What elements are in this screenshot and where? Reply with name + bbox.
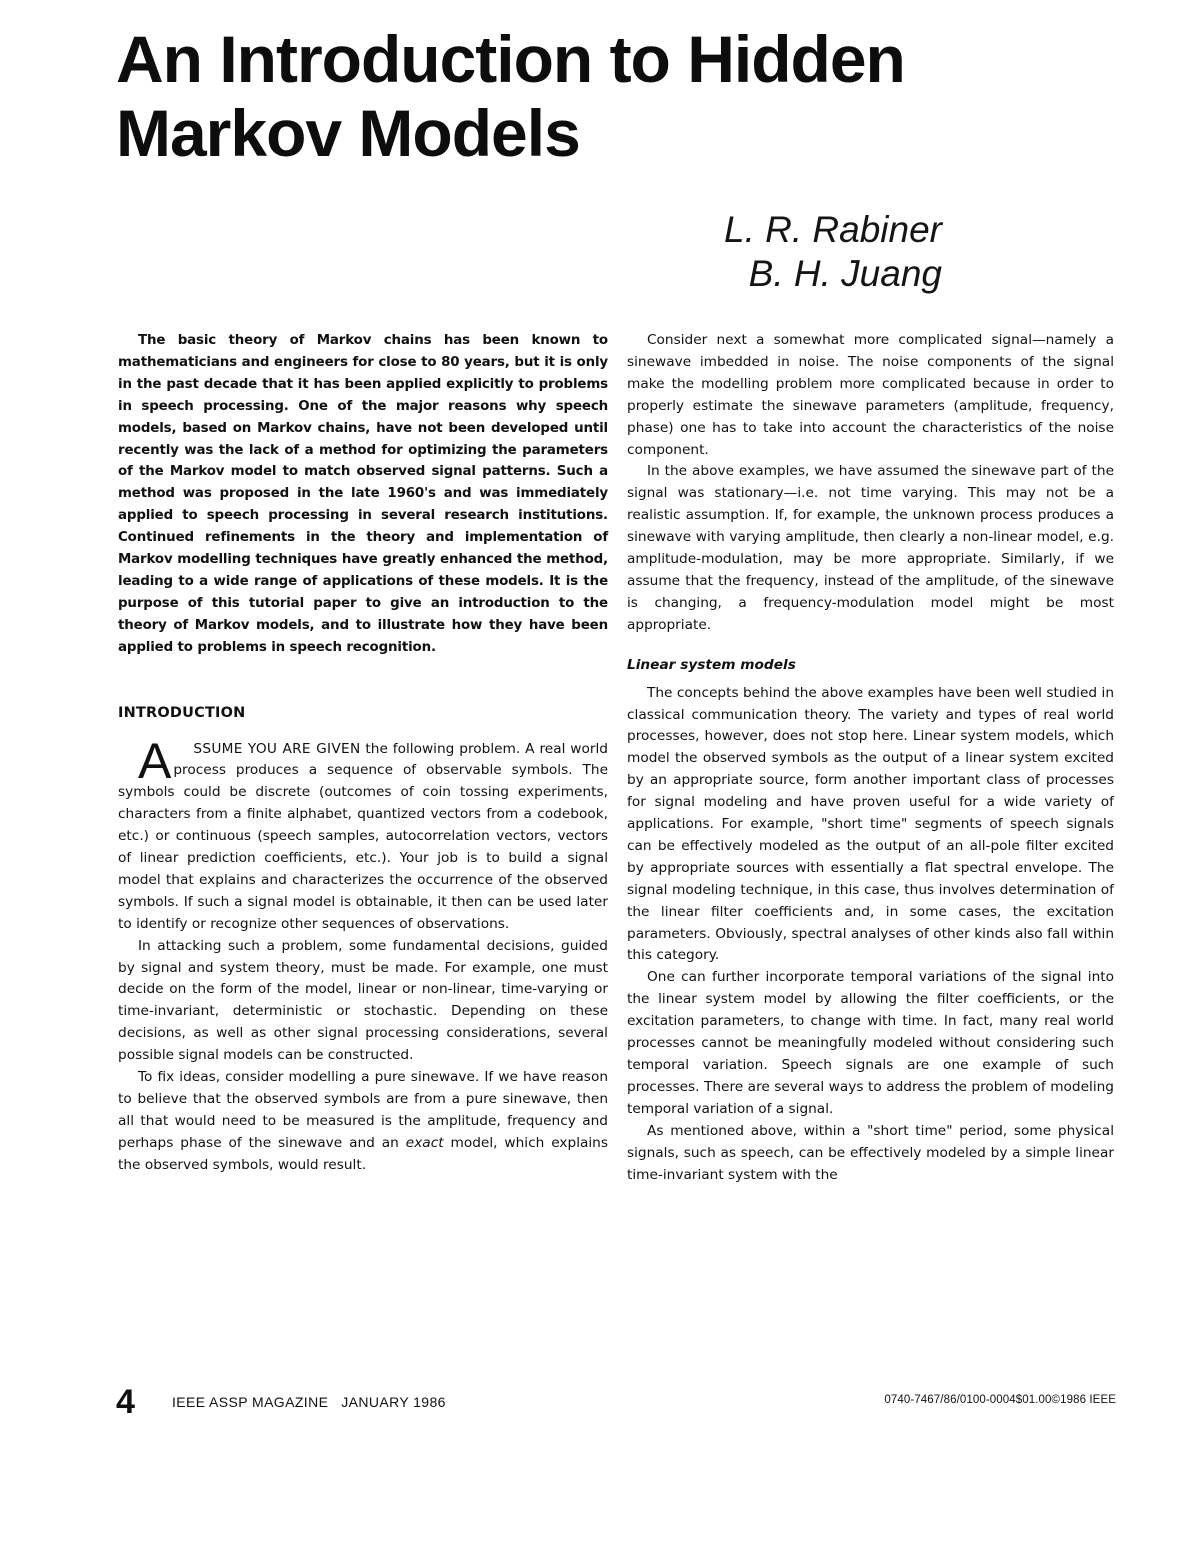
body-paragraph: One can further incorporate temporal variations of the signal into the linear system model by allowing the filter coefficients, or the excitation parameters, to change with time. In fact, many real world processes cannot be meaningfully modeled without considering such temporal variation. Speech signals are one example of such processes. There are several ways to address the problem of modeling temporal variation of a signal. — [627, 969, 1114, 1117]
emphasis-text: exact — [405, 1134, 444, 1151]
drop-cap: A — [138, 732, 172, 789]
intro-paragraph-2: In attacking such a problem, some fundamental decisions, guided by signal and system theory, must be made. For example, one must decide on the form of the model, linear or non-linear, time-varying or time-invariant, deterministic or stochastic. Depending on these decisions, as well as other signal processing considerations, several possible signal models can be constructed. — [118, 937, 608, 1064]
abstract: The basic theory of Markov chains has been known to mathematicians and engineers for close to 80 years, but it is only in the past decade that it has been applied explicitly to problems in speech processing. One of the major reasons why speech models, based on Markov chains, have not been developed until recently was the lack of a method for optimizing the parameters of the Markov model to match observed signal patterns. Such a method was proposed in the late 1960's and was immediately applied to speech processing in several research institutions. Continued refinements in the theory and implementation of Markov modelling techniques have greatly enhanced the method, leading to a wide range of applications of these models. It is the purpose of this tutorial paper to give an introduction to the theory of Markov models, and to illustrate how they have been applied to problems in speech recognition. — [118, 333, 608, 655]
right-column — [627, 330, 1114, 1186]
author-name: B. H. Juang — [748, 253, 942, 294]
journal-name: IEEE ASSP MAGAZINE JANUARY 1986 — [172, 1394, 446, 1410]
paper-title: An Introduction to Hidden Markov Models — [116, 22, 905, 170]
paragraph-text: the following problem. A real world process produces a sequence of observable symbols. The symbols could be discrete (outcomes of coin tossing experiments, characters from a finite alphabet, quantized vectors from a codebook, etc.) or continuous (speech samples, autocorrelation vectors, vectors of linear prediction coefficients, etc.). Your job is to build a signal model that explains and characterizes the occurrence of the observed symbols. If such a signal model is obtainable, it then can be used later to identify or recognize other sequences of observations. — [118, 740, 608, 932]
page-number: 4 — [116, 1383, 135, 1421]
body-paragraph: The concepts behind the above examples have been well studied in classical communication theory. The variety and types of real world processes, however, does not stop here. Linear system models, which model the observed symbols as the output of a linear system excited by an appropriate source, form another important class of processes for signal modeling and have proven useful for a wide variety of applications. For example, "short time" segments of speech signals can be effectively modeled as the output of an all-pole filter excited by appropriate sources with essentially a flat spectral envelope. The signal modeling technique, in this case, thus involves determination of the linear filter coefficients and, in some cases, the excitation parameters. Obviously, spectral analyses of other kinds also fall within this category. — [627, 684, 1114, 964]
left-column — [118, 330, 608, 1177]
author-name: L. R. Rabiner — [724, 209, 942, 250]
body-paragraph: In the above examples, we have assumed the sinewave part of the signal was stationary—i.e. not time varying. This may not be a realistic assumption. If, for example, the unknown process produces a sinewave with varying amplitude, then clearly a non-linear model, e.g. amplitude-modulation, may be more appropriate. Similarly, if we assume that the frequency, instead of the amplitude, of the sinewave is changing, a frequency-modulation model might be most appropriate. — [627, 463, 1114, 633]
paragraph-text: model, which explains the observed symbols, would result. — [118, 1134, 608, 1173]
page-footer — [116, 1382, 1116, 1422]
section-heading-introduction: INTRODUCTION — [118, 704, 246, 721]
author-list — [724, 208, 942, 296]
paragraph-text: To fix ideas, consider modelling a pure sinewave. If we have reason to believe that the observed symbols are from a pure sinewave, then all that would need to be measured is the amplitude, frequency and perhaps phase of the sinewave and an — [118, 1069, 608, 1151]
intro-paragraph-3 — [118, 1067, 608, 1177]
body-paragraph: As mentioned above, within a "short time" period, some physical signals, such as speech, can be effectively modeled by a simple linear time-invariant system with the — [627, 1122, 1114, 1183]
subsection-heading: Linear system models — [627, 656, 796, 673]
body-paragraph: Consider next a somewhat more complicated signal—namely a sinewave imbedded in noise. The noise components of the signal make the modelling problem more complicated because in order to properly estimate the sinewave parameters (amplitude, frequency, phase) one has to take into account the characteristics of the noise component. — [627, 332, 1114, 458]
intro-paragraph-1 — [118, 732, 608, 936]
lead-in-text: SSUME YOU ARE GIVEN — [193, 740, 361, 757]
copyright-line: 0740-7467/86/0100-0004$01.00©1986 IEEE — [884, 1394, 1116, 1406]
